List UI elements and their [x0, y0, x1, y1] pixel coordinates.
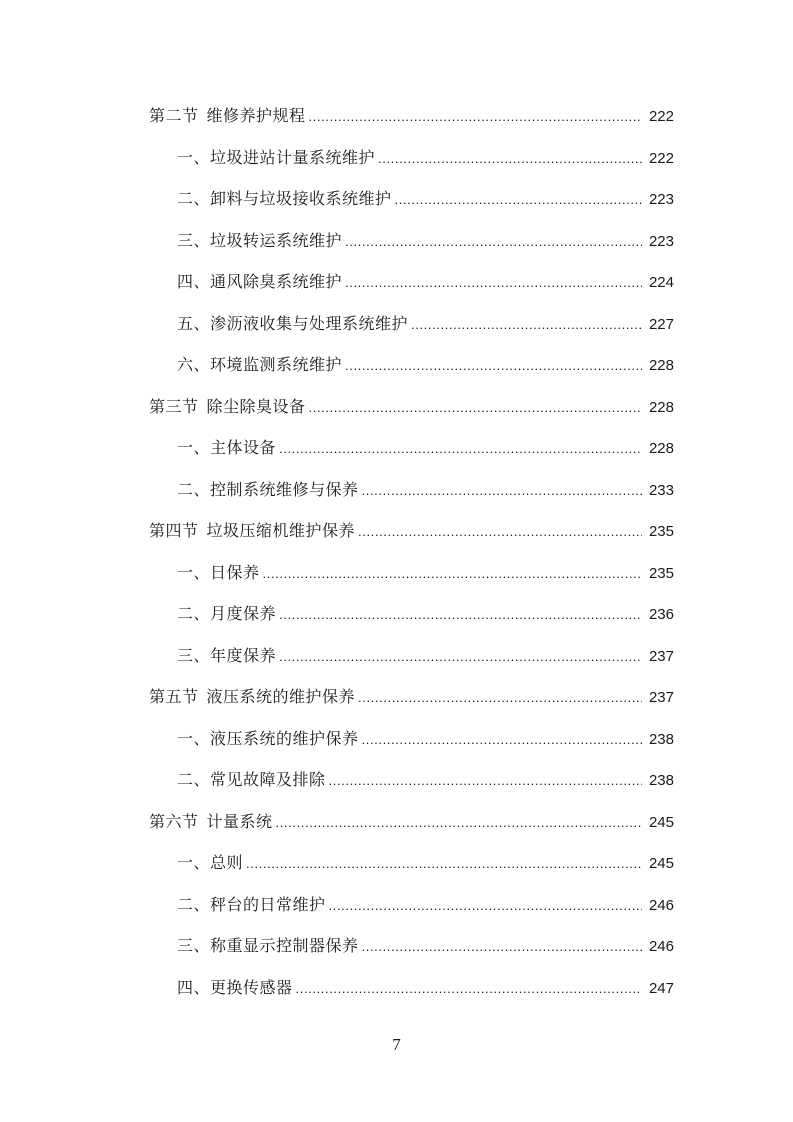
dot-leader	[345, 229, 642, 255]
entry-title: 二、卸料与垃圾接收系统维护	[177, 189, 392, 208]
entry-title: 二、月度保养	[177, 604, 277, 623]
dot-leader	[279, 644, 642, 670]
toc-entry-subsection[interactable]	[149, 228, 674, 270]
entry-title: 垃圾压缩机维护保养	[206, 521, 356, 540]
entry-page-number: 245	[648, 813, 674, 831]
dot-leader	[279, 602, 642, 628]
entry-title: 一、总则	[177, 853, 244, 872]
page-number: 7	[392, 1035, 401, 1054]
entry-page-number: 223	[648, 232, 674, 250]
entry-page-number: 228	[648, 440, 674, 457]
toc-entry-subsection[interactable]	[149, 601, 674, 643]
entry-title: 三、称重显示控制器保养	[177, 936, 359, 955]
entry-page-number: 222	[648, 149, 674, 167]
entry-page-number: 238	[648, 730, 674, 748]
entry-page-number: 233	[648, 481, 674, 499]
dot-leader	[309, 395, 642, 421]
toc-entry-section[interactable]	[149, 809, 674, 851]
toc-entry-subsection[interactable]	[149, 892, 674, 934]
section-number: 第三节	[149, 396, 199, 416]
toc-entry-subsection[interactable]	[149, 850, 674, 892]
section-number: 第六节	[149, 811, 199, 831]
toc-entry-subsection[interactable]	[149, 975, 674, 1017]
dot-leader	[263, 561, 642, 587]
dot-leader	[345, 353, 642, 379]
toc-entry-subsection[interactable]	[149, 352, 674, 394]
dot-leader	[358, 519, 642, 545]
entry-page-number: 246	[648, 938, 674, 955]
toc-entry-subsection[interactable]	[149, 186, 674, 228]
section-number: 第四节	[149, 521, 199, 540]
entry-page-number: 222	[648, 108, 674, 125]
entry-page-number: 236	[648, 606, 674, 623]
toc-entry-subsection[interactable]	[149, 933, 674, 975]
dot-leader	[329, 893, 642, 919]
entry-title: 除尘除臭设备	[206, 396, 306, 416]
entry-page-number: 227	[648, 315, 674, 333]
toc-entry-subsection[interactable]	[149, 477, 674, 519]
entry-page-number: 228	[648, 398, 674, 416]
toc-entry-subsection[interactable]	[149, 726, 674, 768]
toc-entry-section[interactable]	[149, 394, 674, 436]
entry-title: 二、秤台的日常维护	[177, 894, 326, 914]
entry-title: 三、垃圾转运系统维护	[177, 230, 343, 250]
entry-title: 四、通风除臭系统维护	[177, 272, 343, 291]
entry-title: 一、垃圾进站计量系统维护	[177, 147, 376, 167]
entry-page-number: 224	[648, 274, 674, 291]
entry-page-number: 246	[648, 896, 674, 914]
toc-entry-section[interactable]	[149, 103, 674, 145]
dot-leader	[329, 768, 642, 794]
dot-leader	[309, 104, 642, 130]
entry-title: 一、主体设备	[177, 438, 277, 457]
toc-entry-subsection[interactable]	[149, 767, 674, 809]
entry-title: 二、常见故障及排除	[177, 770, 326, 789]
dot-leader	[378, 146, 642, 172]
entry-page-number: 223	[648, 191, 674, 208]
dot-leader	[362, 934, 642, 960]
entry-page-number: 237	[648, 647, 674, 665]
dot-leader	[411, 312, 642, 338]
table-of-contents	[149, 103, 674, 1016]
toc-entry-section[interactable]	[149, 518, 674, 560]
dot-leader	[395, 187, 642, 213]
dot-leader	[362, 478, 642, 504]
toc-entry-section[interactable]	[149, 684, 674, 726]
entry-page-number: 237	[648, 689, 674, 706]
dot-leader	[362, 727, 642, 753]
entry-page-number: 228	[648, 357, 674, 374]
dot-leader	[279, 436, 642, 462]
entry-page-number: 245	[648, 855, 674, 872]
dot-leader	[345, 270, 642, 296]
toc-entry-subsection[interactable]	[149, 311, 674, 353]
entry-page-number: 235	[648, 523, 674, 540]
entry-title: 一、日保养	[177, 562, 260, 582]
entry-title: 二、控制系统维修与保养	[177, 479, 359, 499]
entry-page-number: 238	[648, 772, 674, 789]
toc-entry-subsection[interactable]	[149, 560, 674, 602]
entry-title: 三、年度保养	[177, 645, 277, 665]
toc-entry-subsection[interactable]	[149, 643, 674, 685]
dot-leader	[276, 810, 642, 836]
toc-entry-subsection[interactable]	[149, 435, 674, 477]
entry-title: 计量系统	[206, 811, 273, 831]
entry-page-number: 247	[648, 979, 674, 997]
section-number: 第二节	[149, 106, 199, 125]
dot-leader	[358, 685, 642, 711]
entry-title: 液压系统的维护保养	[206, 687, 356, 706]
dot-leader	[246, 851, 642, 877]
entry-title: 四、更换传感器	[177, 977, 293, 997]
entry-page-number: 235	[648, 564, 674, 582]
section-number: 第五节	[149, 687, 199, 706]
entry-title: 维修养护规程	[206, 106, 306, 125]
entry-title: 六、环境监测系统维护	[177, 355, 343, 374]
toc-entry-subsection[interactable]	[149, 145, 674, 187]
dot-leader	[296, 976, 642, 1002]
entry-title: 一、液压系统的维护保养	[177, 728, 359, 748]
toc-entry-subsection[interactable]	[149, 269, 674, 311]
entry-title: 五、渗沥液收集与处理系统维护	[177, 313, 409, 333]
